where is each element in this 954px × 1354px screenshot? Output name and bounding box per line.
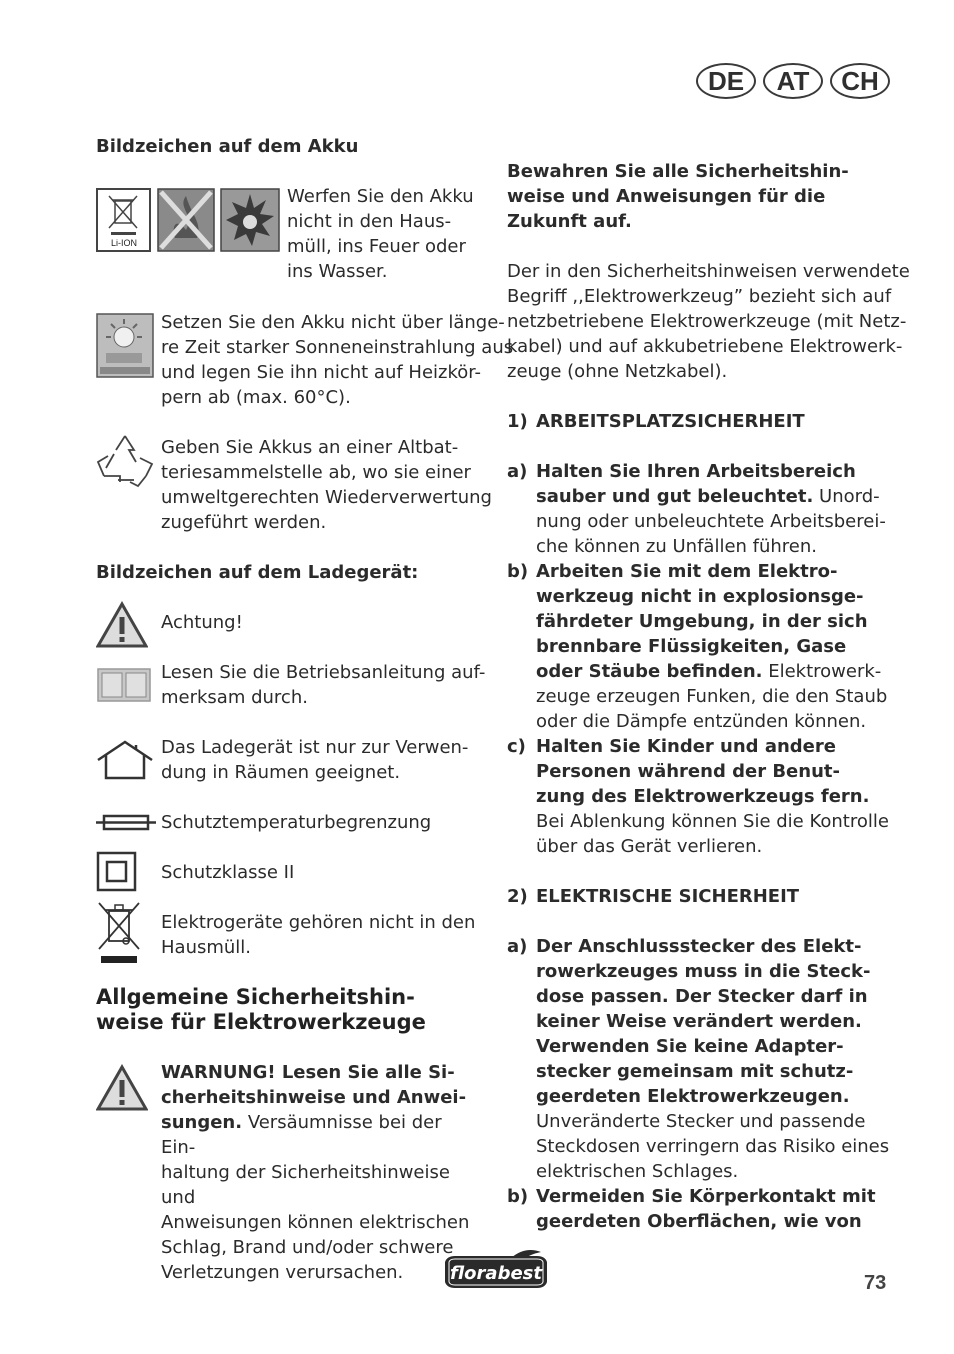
no-explosion-icon: [221, 189, 279, 251]
country-badge-de: DE: [696, 63, 756, 99]
thermal-fuse-icon: [96, 813, 156, 833]
manual-book-icon: [96, 665, 152, 705]
warning-triangle-icon: [96, 1064, 148, 1112]
protection-class-ii-icon: [96, 851, 138, 893]
crossed-bin-li-ion-icon: [97, 189, 150, 251]
brand-name: florabest: [450, 1263, 542, 1284]
florabest-logo: [441, 1248, 551, 1290]
battery-text-recycle: Geben Sie Akkus an einer Altbat- teriesammelstelle ab, wo sie einer umweltgerechten Wiederverwertung zugeführt werden.: [161, 437, 492, 533]
charger-text-protection-class: Schutzklasse II: [161, 862, 295, 883]
charger-text-manual: Lesen Sie die Betriebsanleitung auf- merksam durch.: [161, 662, 486, 708]
general-warning-text: WARNUNG! Lesen Sie alle Si- cherheitshinweise und Anwei- sungen. Versäumnisse bei der Ein- haltung der Sicherheitshinweise und Anweisungen können elektrischen Schlag, Brand und/oder schwere Verletzungen verursachen.: [161, 1062, 470, 1283]
section-2-heading: 2) ELEKTRISCHE SICHERHEIT: [507, 886, 800, 907]
country-badge-ch: CH: [830, 63, 890, 99]
heading-battery-symbols: Bildzeichen auf dem Akku: [96, 136, 359, 157]
list-item-1a: a) Halten Sie Ihren Arbeitsbereich sauber und gut beleuchtet. Unord- nung oder unbeleuchtete Arbeitsberei- che können zu Unfällen führen.: [507, 461, 886, 557]
charger-text-temperature: Schutztemperaturbegrenzung: [161, 812, 432, 833]
no-fire-icon: [158, 189, 214, 251]
section-1-heading: 1) ARBEITSPLATZSICHERHEIT: [507, 411, 805, 432]
charger-text-indoor: Das Ladegerät ist nur zur Verwen- dung in Räumen geeignet.: [161, 737, 469, 783]
crossed-bin-icon: [96, 901, 142, 965]
list-item-1c: c) Halten Sie Kinder und andere Personen während der Benut- zung des Elektrowerkzeugs fern. Bei Ablenkung können Sie die Kontrolle über das Gerät verlieren.: [507, 736, 889, 857]
page-number: 73: [864, 1272, 887, 1294]
list-item-2a: a) Der Anschlussstecker des Elekt- rowerkzeuges muss in die Steck- dose passen. Der Stecker darf in keiner Weise verändert werden. Verwenden Sie keine Adapter- stecker gemeinsam mit schutz- geerdeten Elektrowerkzeugen. Unveränderte Stecker und passende Steckdosen verringern das Risiko eines elektrischen Schlages.: [507, 936, 890, 1182]
sun-heat-icon: [96, 313, 156, 379]
intro-paragraph: Der in den Sicherheitshinweisen verwendete Begriff ,,Elektrowerkzeug” bezieht sich auf netzbetriebene Elektrowerkzeuge (mit Netz- kabel) und auf akkubetriebene Elektrowerk- zeuge (ohne Netzkabel).: [507, 261, 910, 382]
charger-text-attention: Achtung!: [161, 612, 243, 633]
section-title-general-safety: Allgemeine Sicherheitshin- weise für Elektrowerkzeuge: [96, 985, 426, 1034]
battery-text-dispose: Werfen Sie den Akku nicht in den Haus- müll, ins Feuer oder ins Wasser.: [287, 186, 474, 282]
charger-text-weee: Elektrogeräte gehören nicht in den Hausmüll.: [161, 912, 476, 958]
keep-instructions-heading: Bewahren Sie alle Sicherheitshin- weise und Anweisungen für die Zukunft auf.: [507, 161, 849, 232]
recycle-icon: [96, 432, 154, 490]
warning-triangle-icon: [96, 601, 148, 649]
indoor-house-icon: [96, 739, 154, 781]
battery-text-heat: Setzen Sie den Akku nicht über länge- re Zeit starker Sonneneinstrahlung aus und legen Sie ihn nicht auf Heizkör- pern ab (max. 60°C).: [161, 312, 514, 408]
heading-charger-symbols: Bildzeichen auf dem Ladegerät:: [96, 562, 419, 583]
country-badges: [696, 63, 890, 99]
list-item-1b: b) Arbeiten Sie mit dem Elektro- werkzeug nicht in explosionsge- fährdeter Umgebung, in der sich brennbare Flüssigkeiten, Gase oder Stäube befinden. Elektrowerk- zeuge erzeugen Funken, die den Staub oder die Dämpfe entzünden können.: [507, 561, 888, 732]
list-item-2b: b) Vermeiden Sie Körperkontakt mit geerdeten Oberflächen, wie von: [507, 1186, 876, 1232]
li-ion-label: Li-ION: [110, 238, 138, 248]
country-badge-at: AT: [763, 63, 823, 99]
battery-warning-icons: [96, 188, 282, 252]
